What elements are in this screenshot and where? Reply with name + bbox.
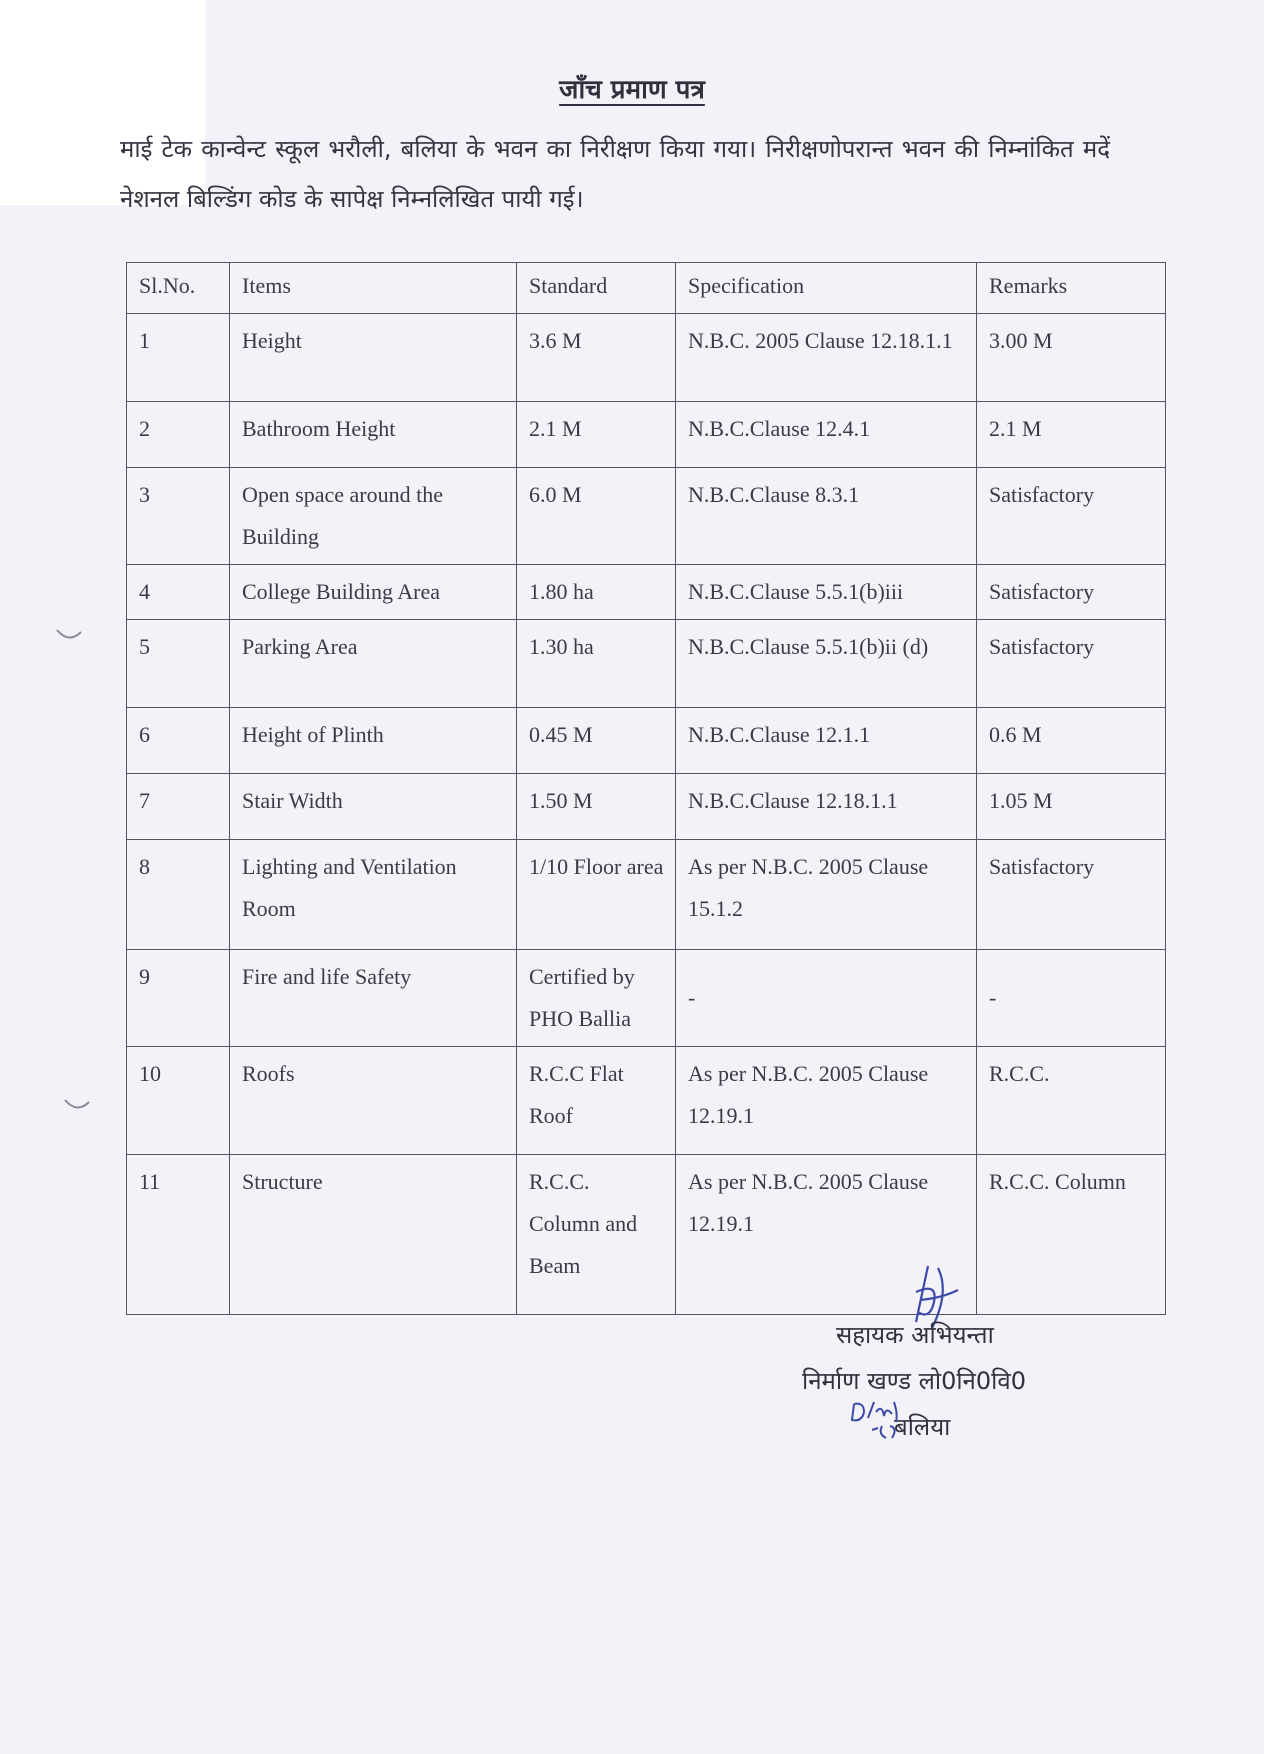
- cell-standard: 1.30 ha: [517, 620, 676, 708]
- cell-slno: 5: [127, 620, 230, 708]
- cell-standard: 1.50 M: [517, 774, 676, 840]
- cell-remarks: Satisfactory: [977, 565, 1166, 620]
- cell-specification: -: [676, 950, 977, 1047]
- cell-remarks: 0.6 M: [977, 708, 1166, 774]
- header-specification: Specification: [676, 263, 977, 314]
- cell-slno: 7: [127, 774, 230, 840]
- punch-hole-mark: [64, 1098, 90, 1112]
- table-header-row: [127, 263, 1166, 314]
- table-row: [127, 468, 1166, 565]
- office-text: निर्माण खण्ड लो0नि0वि0: [802, 1367, 1026, 1395]
- cell-remarks: R.C.C. Column: [977, 1155, 1166, 1315]
- cell-standard: 1/10 Floor area: [517, 840, 676, 950]
- intro-paragraph: माई टेक कान्वेन्ट स्कूल भरौली, बलिया के भवन का निरीक्षण किया गया। निरीक्षणोपरान्त भवन की निम्नांकित मदें नेशनल बिल्डिंग कोड के सापेक्ष निम्नलिखित पायी गई।: [120, 135, 1110, 213]
- header-items: Items: [230, 263, 517, 314]
- cell-remarks: 2.1 M: [977, 402, 1166, 468]
- cell-slno: 9: [127, 950, 230, 1047]
- cell-standard: R.C.C. Column and Beam: [517, 1155, 676, 1315]
- cell-slno: 6: [127, 708, 230, 774]
- cell-item: Stair Width: [230, 774, 517, 840]
- cell-specification: As per N.B.C. 2005 Clause 15.1.2: [676, 840, 977, 950]
- cell-specification: N.B.C.Clause 5.5.1(b)iii: [676, 565, 977, 620]
- cell-slno: 3: [127, 468, 230, 565]
- cell-standard: 0.45 M: [517, 708, 676, 774]
- cell-slno: 2: [127, 402, 230, 468]
- cell-remarks: Satisfactory: [977, 468, 1166, 565]
- inspection-table: [126, 262, 1166, 1315]
- place-text: बलिया: [894, 1413, 951, 1441]
- header-standard: Standard: [517, 263, 676, 314]
- cell-specification: N.B.C. 2005 Clause 12.18.1.1: [676, 314, 977, 402]
- cell-item: College Building Area: [230, 565, 517, 620]
- cell-item: Roofs: [230, 1047, 517, 1155]
- document-title: जाँच प्रमाण पत्र: [559, 75, 705, 105]
- cell-item: Fire and life Safety: [230, 950, 517, 1047]
- cell-remarks: -: [977, 950, 1166, 1047]
- punch-hole-mark: [56, 628, 82, 642]
- table-row: [127, 620, 1166, 708]
- designation-text: सहायक अभियन्ता: [836, 1321, 994, 1349]
- table-row: [127, 774, 1166, 840]
- cell-item: Bathroom Height: [230, 402, 517, 468]
- cell-standard: Certified by PHO Ballia: [517, 950, 676, 1047]
- cell-remarks: 1.05 M: [977, 774, 1166, 840]
- cell-standard: 1.80 ha: [517, 565, 676, 620]
- header-remarks: Remarks: [977, 263, 1166, 314]
- cell-slno: 4: [127, 565, 230, 620]
- cell-specification: N.B.C.Clause 12.1.1: [676, 708, 977, 774]
- cell-slno: 10: [127, 1047, 230, 1155]
- table-row: [127, 402, 1166, 468]
- cell-remarks: Satisfactory: [977, 620, 1166, 708]
- cell-standard: 6.0 M: [517, 468, 676, 565]
- table-row: [127, 840, 1166, 950]
- cell-item: Open space around the Building: [230, 468, 517, 565]
- table-row: [127, 1047, 1166, 1155]
- cell-item: Height: [230, 314, 517, 402]
- table-row: [127, 950, 1166, 1047]
- cell-specification: N.B.C.Clause 8.3.1: [676, 468, 977, 565]
- table-row: [127, 1155, 1166, 1315]
- cell-standard: 3.6 M: [517, 314, 676, 402]
- cell-specification: N.B.C.Clause 5.5.1(b)ii (d): [676, 620, 977, 708]
- cell-item: Lighting and Ventilation Room: [230, 840, 517, 950]
- cell-specification: N.B.C.Clause 12.4.1: [676, 402, 977, 468]
- cell-slno: 11: [127, 1155, 230, 1315]
- cell-slno: 8: [127, 840, 230, 950]
- table-row: [127, 314, 1166, 402]
- cell-remarks: Satisfactory: [977, 840, 1166, 950]
- cell-item: Structure: [230, 1155, 517, 1315]
- header-slno: Sl.No.: [127, 263, 230, 314]
- table-row: [127, 565, 1166, 620]
- cell-remarks: 3.00 M: [977, 314, 1166, 402]
- cell-standard: R.C.C Flat Roof: [517, 1047, 676, 1155]
- cell-remarks: R.C.C.: [977, 1047, 1166, 1155]
- cell-specification: As per N.B.C. 2005 Clause 12.19.1: [676, 1155, 977, 1315]
- cell-standard: 2.1 M: [517, 402, 676, 468]
- cell-slno: 1: [127, 314, 230, 402]
- cell-specification: As per N.B.C. 2005 Clause 12.19.1: [676, 1047, 977, 1155]
- table-row: [127, 708, 1166, 774]
- cell-specification: N.B.C.Clause 12.18.1.1: [676, 774, 977, 840]
- cell-item: Parking Area: [230, 620, 517, 708]
- cell-item: Height of Plinth: [230, 708, 517, 774]
- handwritten-initials: [848, 1394, 904, 1444]
